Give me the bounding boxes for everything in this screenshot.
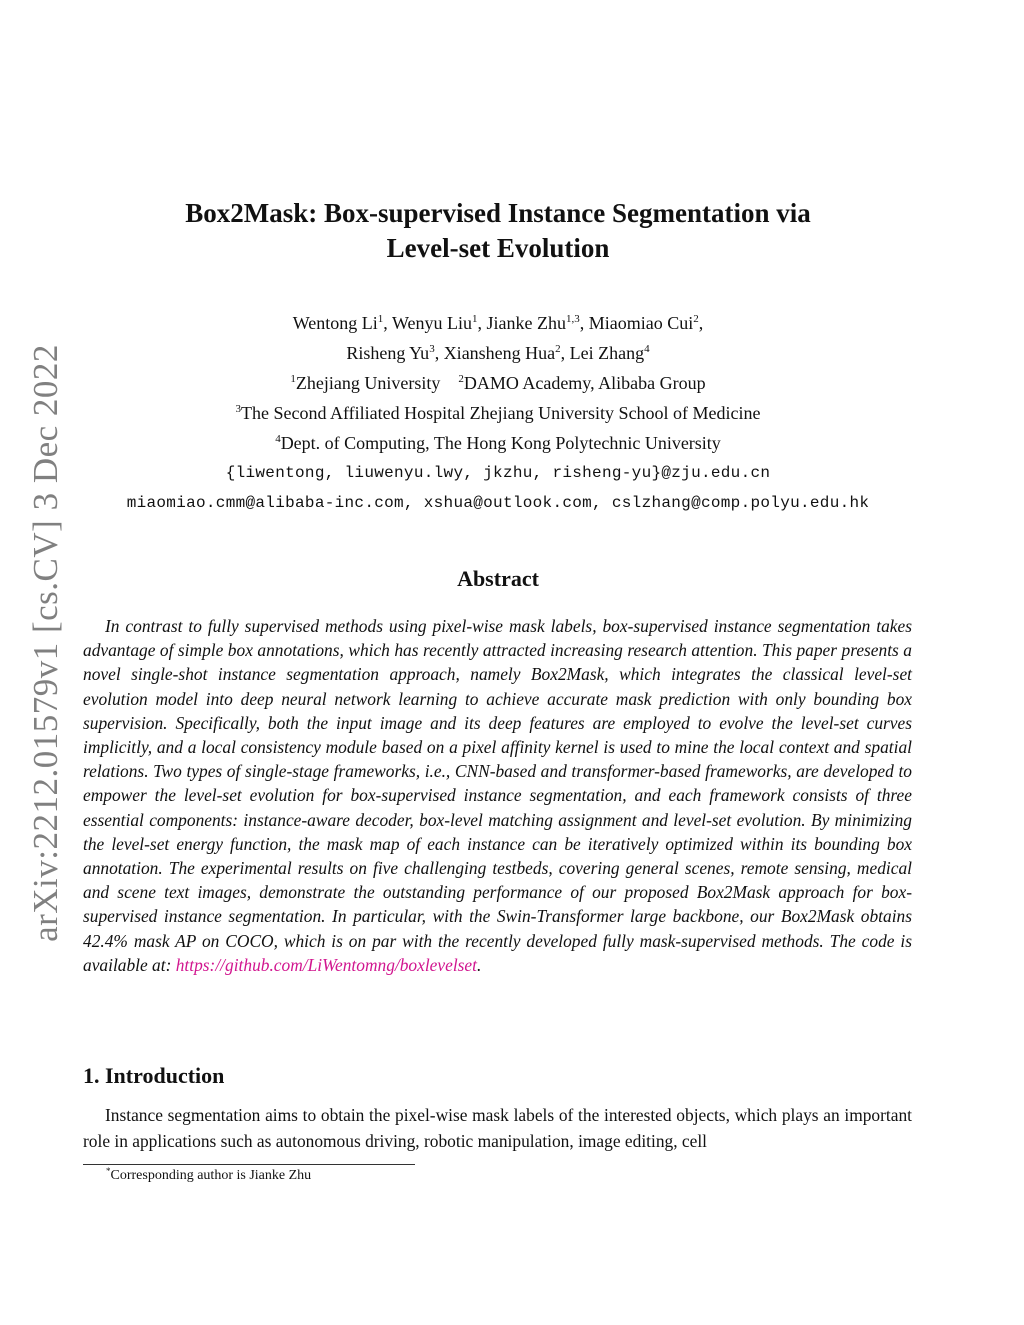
- affiliation-name: DAMO Academy, Alibaba Group: [463, 373, 706, 393]
- affiliation-name: Zhejiang University: [295, 373, 441, 393]
- abstract-end: .: [476, 954, 482, 975]
- affiliation-number: 1: [290, 373, 296, 385]
- title-line-2: Level-set Evolution: [386, 233, 610, 263]
- introduction-heading: 1. Introduction: [83, 1063, 225, 1088]
- author-affiliation-mark: 1: [377, 313, 384, 325]
- paper-title: [100, 196, 896, 266]
- author-name: Xiansheng Hua: [443, 343, 556, 363]
- footnote-mark: *: [106, 1166, 111, 1176]
- affiliation-name: Dept. of Computing, The Hong Kong Polytechnic University: [280, 433, 721, 453]
- footnote: [106, 1168, 311, 1184]
- author-affiliation-mark: 3: [429, 343, 435, 355]
- affiliation-name: The Second Affiliated Hospital Zhejiang University School of Medicine: [240, 403, 761, 423]
- affiliation-number: 3: [235, 403, 241, 415]
- affiliation-number: 4: [275, 433, 281, 445]
- author-block: [80, 308, 916, 518]
- author-affiliation-mark: 1,3: [566, 313, 580, 325]
- abstract-body: [83, 614, 912, 977]
- arxiv-side-label: arXiv:2212.01579v1 [cs.CV] 3 Dec 2022: [26, 343, 66, 942]
- introduction-body: Instance segmentation aims to obtain the pixel-wise mask labels of the interested objects, which plays an important role in applications such as autonomous driving, robotic manipulation, image editing, cell: [83, 1105, 912, 1151]
- affiliation-line-1: [80, 368, 916, 398]
- author-affiliation-mark: 2: [555, 343, 561, 355]
- author-name: Wentong Li: [292, 313, 378, 333]
- affiliation-number: 2: [458, 373, 464, 385]
- author-name: Wenyu Liu: [391, 313, 473, 333]
- author-name: Lei Zhang: [569, 343, 645, 363]
- author-name: Miaomiao Cui: [588, 313, 694, 333]
- email-line-1: {liwentong, liuwenyu.lwy, jkzhu, risheng-yu}@zju.edu.cn: [225, 464, 771, 482]
- author-affiliation-mark: 1: [472, 313, 478, 325]
- affiliation-line-2: [80, 398, 916, 428]
- abstract-text: In contrast to fully supervised methods using pixel-wise mask labels, box-supervised instance segmentation takes advantage of simple box annotations, which has recently attracted increasing research attention. This paper presents a novel single-shot instance segmentation approach, namely Box2Mask, which integrates the classical level-set evolution model into deep neural network learning to achieve accurate mask prediction with only bounding box supervision. Specifically, both the input image and its deep features are employed to evolve the level-set curves implicitly, and a local consistency module based on a pixel affinity kernel is used to mine the local context and spatial relations. Two types of single-stage frameworks, i.e., CNN-based and transformer-based frameworks, are developed to empower the level-set evolution for box-supervised instance segmentation, and each framework consists of three essential components: instance-aware decoder, box-level matching assignment and level-set evolution. By minimizing the level-set energy function, the mask map of each instance can be iteratively optimized within its bounding box annotation. The experimental results on five challenging testbeds, covering general scenes, remote sensing, medical and scene text images, demonstrate the outstanding performance of our proposed Box2Mask approach for box-supervised instance segmentation. In particular, with the Swin-Transformer large backbone, our Box2Mask obtains 42.4% mask AP on COCO, which is on par with the recently developed fully mask-supervised methods. The code is available at:: [83, 616, 912, 975]
- title-line-1: Box2Mask: Box-supervised Instance Segmentation via: [185, 198, 811, 228]
- footnote-divider: [83, 1164, 415, 1165]
- author-name: Risheng Yu: [346, 343, 430, 363]
- author-line-2: Risheng Yu$^3$, Xiansheng Hua$^2$, Lei Zhang$^4$: [346, 343, 650, 363]
- footnote-text: Corresponding author is Jianke Zhu: [110, 1168, 312, 1183]
- affiliation-line-3: [80, 428, 916, 458]
- author-name: Jianke Zhu: [486, 313, 566, 333]
- author-affiliation-mark: 4: [644, 343, 650, 355]
- abstract-heading: Abstract: [457, 566, 539, 591]
- email-line-2: miaomiao.cmm@alibaba-inc.com, xshua@outlook.com, cslzhang@comp.polyu.edu.hk: [126, 494, 870, 512]
- code-link[interactable]: https://github.com/LiWentomng/boxlevelset: [175, 954, 477, 975]
- author-line-1: Wentong Li$^1$, Wenyu Liu$^1$, Jianke Zhu$^{1,3}$, Miaomiao Cui$^2$,: [292, 313, 704, 333]
- author-affiliation-mark: 2: [693, 313, 699, 325]
